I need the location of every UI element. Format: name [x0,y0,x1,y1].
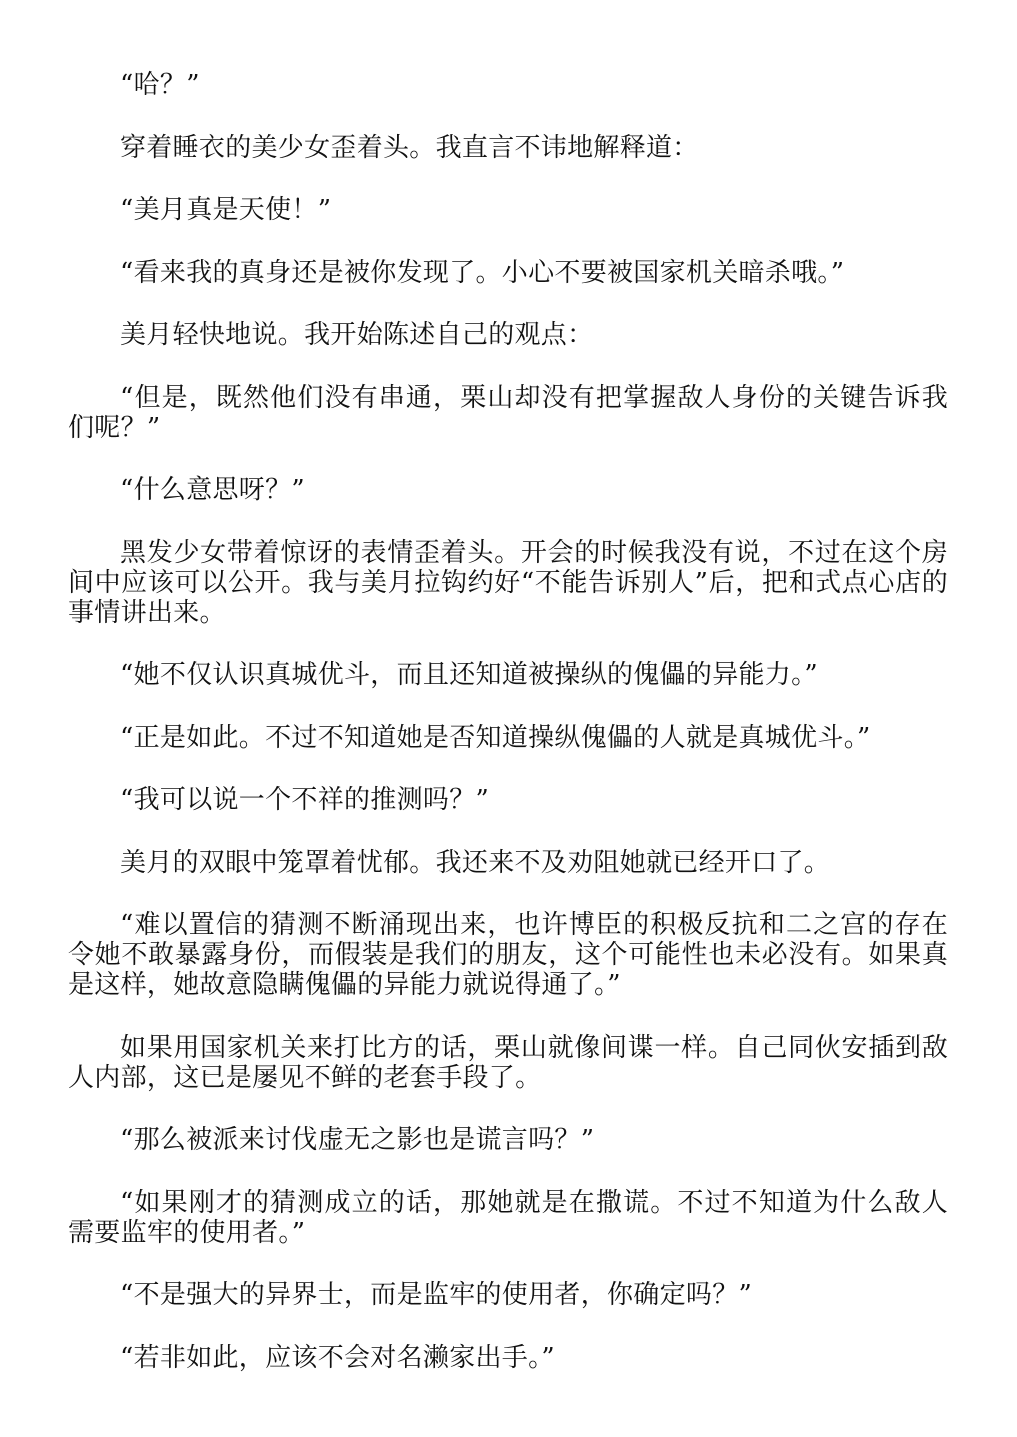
paragraph-10: “正是如此。不过不知道她是否知道操纵傀儡的人就是真城优斗。” [120,722,871,753]
paragraph-9: “她不仅认识真城优斗，而且还知道被操纵的傀儡的异能力。” [120,660,818,690]
body-text [68,70,948,1405]
paragraph-11: “我可以说一个不祥的推测吗？” [120,785,490,815]
paragraph-5: 美月轻快地说。我开始陈述自己的观点： [120,320,594,350]
paragraph-12: 美月的双眼中笼罩着忧郁。我还来不及劝阻她就已经开口了。 [120,847,831,878]
paragraph-18: “若非如此，应该不会对名濑家出手。” [120,1342,555,1373]
paragraph-3: “美月真是天使！” [120,195,332,225]
paragraph-2: 穿着睡衣的美少女歪着头。我直言不讳地解释道： [120,132,699,163]
paragraph-1: “哈？” [120,70,200,100]
paragraph-7: “什么意思呀？” [120,475,305,505]
paragraph-4: “看来我的真身还是被你发现了。小心不要被国家机关暗杀哦。” [120,257,845,288]
paragraph-6: “但是，既然他们没有串通，栗山却没有把掌握敌人身份的关键告诉我们呢？” [68,382,948,443]
paragraph-17: “不是强大的异界士，而是监牢的使用者，你确定吗？” [120,1280,753,1310]
paragraph-16: “如果刚才的猜测成立的话，那她就是在撒谎。不过不知道为什么敌人需要监牢的使用者。” [68,1187,948,1248]
paragraph-13: “难以置信的猜测不断涌现出来，也许博臣的积极反抗和二之宫的存在令她不敢暴露身份，而假装是我们的朋友，这个可能性也未必没有。如果真是这样，她故意隐瞒傀儡的异能力就说得通了。” [68,910,948,1000]
paragraph-14: 如果用国家机关来打比方的话，栗山就像间谍一样。自己同伙安插到敌人内部，这已是屡见不鲜的老套手段了。 [68,1032,948,1093]
paragraph-15: “那么被派来讨伐虚无之影也是谎言吗？” [120,1125,595,1155]
paragraph-8: 黑发少女带着惊讶的表情歪着头。开会的时候我没有说，不过在这个房间中应该可以公开。我与美月拉钩约好“不能告诉别人”后，把和式点心店的事情讲出来。 [68,537,948,628]
